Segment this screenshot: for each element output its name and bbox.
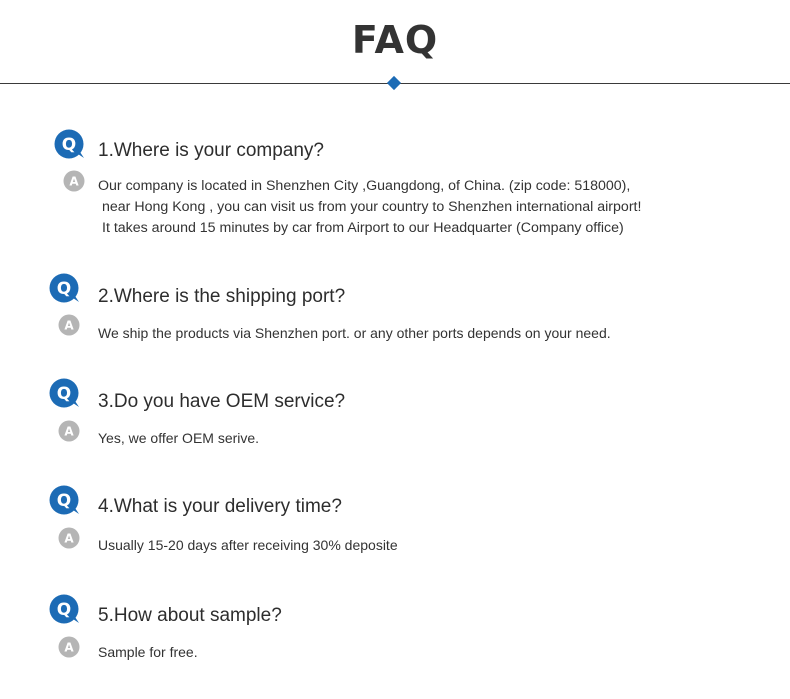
answer-line: We ship the products via Shenzhen port. or any other ports depends on your need. bbox=[98, 325, 611, 341]
svg-text:A: A bbox=[69, 174, 79, 189]
faq-question: 4.What is your delivery time? bbox=[98, 496, 342, 517]
svg-text:A: A bbox=[64, 531, 74, 546]
svg-text:Q: Q bbox=[56, 384, 72, 404]
a-circle-icon bbox=[58, 314, 80, 336]
answer-line: Usually 15-20 days after receiving 30% deposite bbox=[98, 537, 398, 553]
a-circle-icon bbox=[58, 420, 80, 442]
answer-line: near Hong Kong , you can visit us from your country to Shenzhen international airport! bbox=[102, 199, 642, 215]
a-circle-icon bbox=[63, 170, 85, 192]
faq-answer bbox=[98, 535, 398, 556]
svg-text:Q: Q bbox=[61, 135, 77, 155]
svg-text:Q: Q bbox=[56, 600, 72, 620]
answer-line: Yes, we offer OEM serive. bbox=[98, 430, 260, 446]
answer-line: Sample for free. bbox=[98, 644, 198, 660]
q-bubble-icon bbox=[48, 378, 80, 408]
svg-text:A: A bbox=[64, 424, 74, 439]
faq-answer bbox=[98, 428, 259, 449]
svg-text:Q: Q bbox=[56, 279, 72, 299]
a-circle-icon bbox=[58, 636, 80, 658]
svg-text:A: A bbox=[64, 318, 74, 333]
q-bubble-icon bbox=[48, 485, 80, 515]
faq-answer bbox=[98, 176, 641, 239]
faq-question: 1.Where is your company? bbox=[98, 140, 324, 161]
faq-answer bbox=[98, 642, 198, 663]
faq-answer bbox=[98, 323, 611, 344]
q-bubble-icon bbox=[48, 594, 80, 624]
answer-line: Our company is located in Shenzhen City ,Guangdong, of China. (zip code: 518000), bbox=[98, 178, 631, 194]
page-title: FAQ bbox=[351, 18, 439, 62]
divider-diamond-icon bbox=[387, 76, 401, 90]
q-bubble-icon bbox=[48, 273, 80, 303]
svg-text:Q: Q bbox=[56, 491, 72, 511]
faq-question: 2.Where is the shipping port? bbox=[98, 286, 346, 307]
faq-question: 5.How about sample? bbox=[98, 605, 282, 626]
q-bubble-icon bbox=[53, 129, 85, 159]
faq-question: 3.Do you have OEM service? bbox=[98, 391, 346, 412]
a-circle-icon bbox=[58, 527, 80, 549]
answer-line: It takes around 15 minutes by car from Airport to our Headquarter (Company office) bbox=[102, 220, 624, 236]
svg-text:A: A bbox=[64, 640, 74, 655]
